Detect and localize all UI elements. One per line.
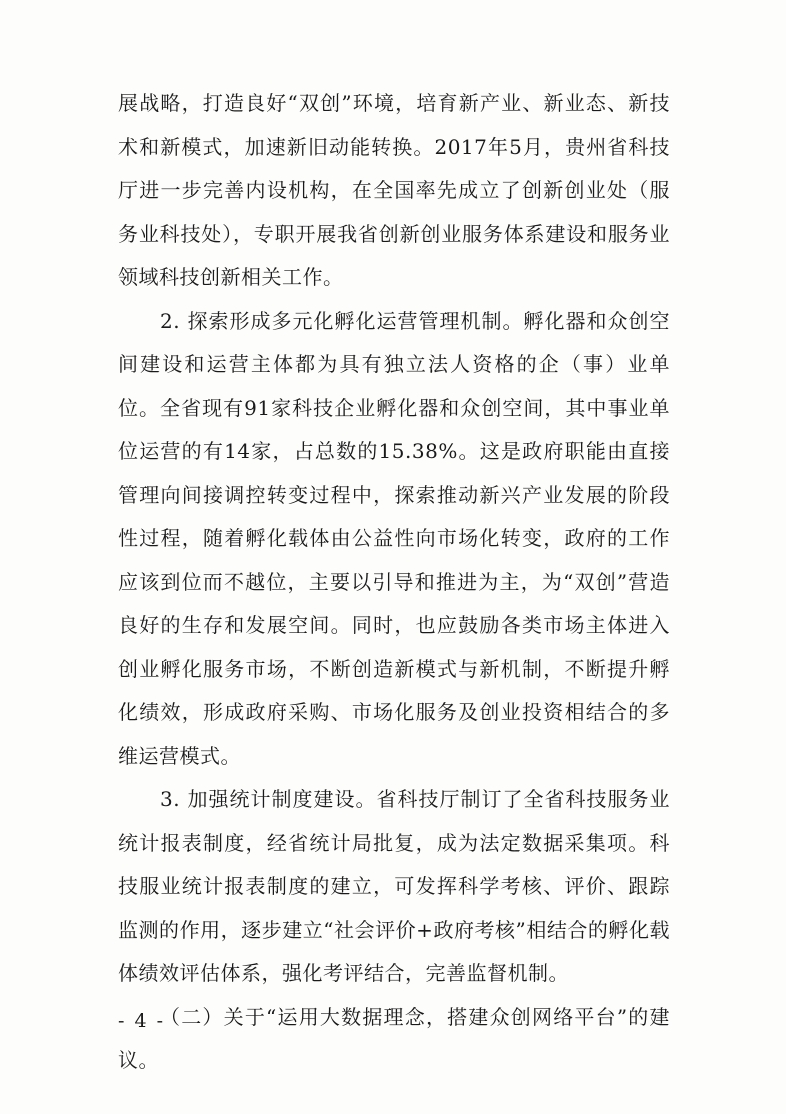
paragraph-incubation-mechanism: 2. 探索形成多元化孵化运营管理机制。孵化器和众创空间建设和运营主体都为具有独立法人资格的企（事）业单位。全省现有91家科技企业孵化器和众创空间，其中事业单位运营的有14家，占总数的15.38%。这是政府职能由直接管理向间接调控转变过程中，探索推动新兴产业发展的阶段性过程，随着孵化载体由公益性向市场化转变，政府的工作应该到位而不越位，主要以引导和推进为主，为“双创”营造良好的生存和发展空间。同时，也应鼓励各类市场主体进入创业孵化服务市场，不断创造新模式与新机制，不断提升孵化绩效，形成政府采购、市场化服务及创业投资相结合的多维运营模式。	[118, 308, 670, 768]
paragraph-continuation: 展战略，打造良好“双创”环境，培育新产业、新业态、新技术和新模式，加速新旧动能转换。2017年5月，贵州省科技厅进一步完善内设机构，在全国率先成立了创新创业处（服务业科技处），专职开展我省创新创业服务体系建设和服务业领域科技创新相关工作。	[118, 91, 670, 289]
paragraph-big-data-heading: （二）关于“运用大数据理念，搭建众创网络平台”的建议。	[118, 1004, 670, 1072]
body-text	[118, 82, 670, 1083]
page-number: - 4 -	[118, 1010, 166, 1032]
paragraph-statistics-system: 3. 加强统计制度建设。省科技厅制订了全省科技服务业统计报表制度，经省统计局批复，成为法定数据采集项。科技服业统计报表制度的建立，可发挥科学考核、评价、跟踪监测的作用，逐步建立“社会评价+政府考核”相结合的孵化载体绩效评估体系，强化考评结合，完善监督机制。	[118, 787, 670, 985]
